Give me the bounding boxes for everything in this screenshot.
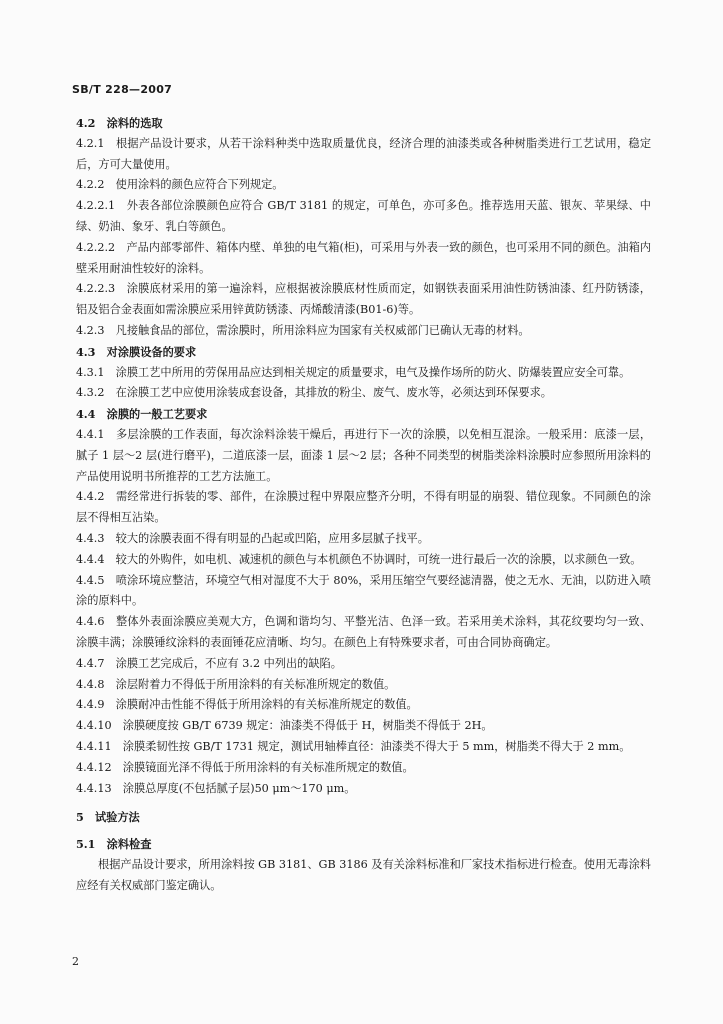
clause: 4.4.13 涂膜总厚度(不包括腻子层)50 μm～170 μm。 (76, 781, 356, 795)
section-heading: 4.4 涂膜的一般工艺要求 (76, 407, 208, 422)
clause: 4.4.9 涂膜耐冲击性能不得低于所用涂料的有关标准所规定的数值。 (76, 698, 418, 712)
clause: 4.4.1 多层涂膜的工作表面，每次涂料涂装干燥后，再进行下一次的涂膜，以免相互混涂。一般采用：底漆一层，腻子 1 层～2 层(进行磨平)，二道底漆一层，面漆 1 层～2 层；各种不同类型的树脂类涂料涂膜时应参照所用涂料的产品使用说明书所推荐的工艺方法施工。 (76, 427, 651, 483)
clause: 4.2.2.3 涂膜底材采用的第一遍涂料，应根据被涂膜底材性质而定，如钢铁表面采用油性防锈油漆、红丹防锈漆，铝及铝合金表面如需涂膜应采用锌黄防锈漆、丙烯酸清漆(B01-6)等。 (76, 282, 651, 317)
standard-code: SB/T 228—2007 (72, 83, 173, 96)
clause: 4.4.7 涂膜工艺完成后，不应有 3.2 中列出的缺陷。 (76, 656, 342, 670)
section-heading: 4.2 涂料的选取 (76, 116, 163, 130)
clause: 4.4.12 涂膜镜面光泽不得低于所用涂料的有关标准所规定的数值。 (76, 760, 414, 774)
clause: 4.4.11 涂膜柔韧性按 GB/T 1731 规定，测试用轴棒直径：油漆类不得大于 5 mm，树脂类不得大于 2 mm。 (76, 739, 631, 753)
clause: 4.2.2 使用涂料的颜色应符合下列规定。 (76, 178, 284, 192)
clause: 4.2.2.1 外表各部位涂膜颜色应符合 GB/T 3181 的规定，可单色，亦可多色。推荐选用天蓝、银灰、苹果绿、中绿、奶油、象牙、乳白等颜色。 (76, 199, 651, 233)
clause: 4.4.5 喷涂环境应整洁，环境空气相对湿度不大于 80%，采用压缩空气要经滤清器，使之无水、无油，以防进入喷涂的原料中。 (76, 573, 651, 608)
clause: 4.2.1 根据产品设计要求，从若干涂料种类中选取质量优良，经济合理的油漆类或各种树脂类进行工艺试用，稳定后，方可大量使用。 (76, 136, 651, 171)
clause: 4.3.1 涂膜工艺中所用的劳保用品应达到相关规定的质量要求，电气及操作场所的防火、防爆装置应安全可靠。 (76, 365, 631, 379)
document-body (76, 113, 651, 896)
clause: 4.2.3 凡接触食品的部位，需涂膜时，所用涂料应为国家有关权威部门已确认无毒的材料。 (76, 323, 530, 337)
clause: 4.4.4 较大的外购件，如电机、减速机的颜色与本机颜色不协调时，可统一进行最后一次的涂膜，以求颜色一致。 (76, 552, 642, 566)
clause: 4.4.2 需经常进行拆装的零、部件，在涂膜过程中界限应整齐分明，不得有明显的崩裂、错位现象。不同颜色的涂层不得相互沾染。 (76, 490, 651, 525)
clause: 4.3.2 在涂膜工艺中应使用涂装成套设备，其排放的粉尘、废气、废水等，必须达到环保要求。 (76, 386, 552, 400)
clause: 4.4.8 涂层附着力不得低于所用涂料的有关标准所规定的数值。 (76, 677, 396, 691)
clause: 4.4.10 涂膜硬度按 GB/T 6739 规定：油漆类不得低于 H，树脂类不得低于 2H。 (76, 719, 493, 733)
spacer (76, 799, 651, 807)
clause: 4.4.3 较大的涂膜表面不得有明显的凸起或凹陷，应用多层腻子找平。 (76, 531, 429, 545)
clause: 4.2.2.2 产品内部零部件、箱体内壁、单独的电气箱(柜)，可采用与外表一致的颜色，也可采用不同的颜色。油箱内壁采用耐油性较好的涂料。 (76, 240, 651, 275)
section-heading: 4.3 对涂膜设备的要求 (76, 344, 197, 359)
section-heading: 5.1 涂料检查 (76, 837, 152, 852)
page-number: 2 (72, 955, 79, 968)
chapter-heading: 5 试验方法 (76, 810, 140, 825)
clause: 4.4.6 整体外表面涂膜应美观大方，色调和谐均匀、平整光洁、色泽一致。若采用美术涂料，其花纹要均匀一致、涂膜丰满；涂膜锤纹涂料的表面锤花应清晰、均匀。在颜色上有特殊要求者，可由合同协商确定。 (76, 615, 651, 649)
body-paragraph: 根据产品设计要求，所用涂料按 GB 3181、GB 3186 及有关涂料标准和厂家技术指标进行检查。使用无毒涂料应经有关权威部门鉴定确认。 (76, 857, 651, 892)
